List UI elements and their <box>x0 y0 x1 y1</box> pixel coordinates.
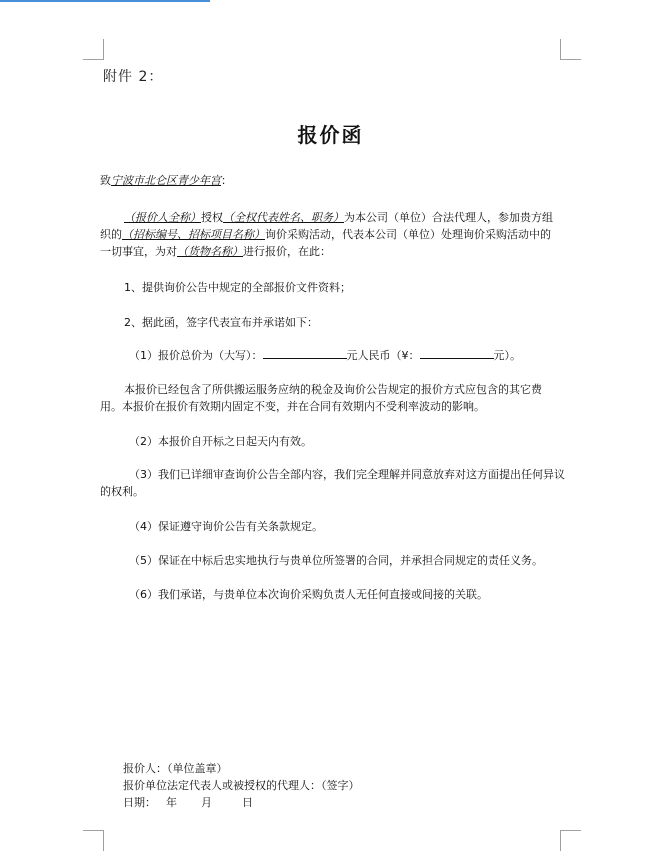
clause-4: （4）保证遵守询价公告有关条款规定。 <box>129 520 323 533</box>
intro-line2-lead: 织的 <box>100 228 122 241</box>
attachment-label: 附件 2： <box>103 69 164 85</box>
intro-line-3 <box>100 243 331 259</box>
price-figure-blank <box>420 347 494 359</box>
intro-line1-tail: 为本公司（单位）合法代理人，参加贵方组 <box>344 211 553 224</box>
clause-5: （5）保证在中标后忠实地执行与贵单位所签署的合同，并承担合同规定的责任义务。 <box>129 554 543 567</box>
intro-line2-tail: 询价采购活动，代表本公司（单位）处理询价采购活动中的 <box>265 228 551 241</box>
intro-line3-lead: 一切事宜，为对 <box>100 245 177 258</box>
price-words-blank <box>263 347 347 359</box>
item-1: 1、提供询价公告中规定的全部报价文件资料； <box>124 281 351 294</box>
intro-line-1 <box>100 209 553 225</box>
intro-line-2 <box>100 226 551 242</box>
top-accent-strip <box>0 0 210 2</box>
date-year: 年 <box>166 796 177 809</box>
salutation-suffix: ： <box>221 174 232 187</box>
margin-corner-top-left <box>83 39 104 60</box>
margin-corner-top-right <box>560 39 581 60</box>
clause-6: （6）我们承诺，与贵单位本次询价采购负责人无任何直接或间接的关联。 <box>129 588 488 601</box>
item-2: 2、据此函，签字代表宣布并承诺如下： <box>124 316 318 329</box>
price-note-line-1: 本报价已经包含了所供搬运服务应纳的税金及询价公告规定的报价方式应包含的其它费 <box>124 383 542 396</box>
date-day: 日 <box>242 796 253 809</box>
recipient-name: 宁波市北仑区青少年宫 <box>111 174 221 187</box>
salutation-prefix: 致 <box>100 174 111 187</box>
salutation <box>100 172 232 188</box>
date-month: 月 <box>201 796 212 809</box>
project-no-name: （招标编号、招标项目名称） <box>122 228 265 241</box>
clause-3-line-2: 的权利。 <box>100 485 144 498</box>
authorize-text: 授权 <box>201 211 223 224</box>
margin-corner-bottom-left <box>83 830 104 851</box>
date-label: 日期： <box>123 796 156 809</box>
bidder-full-name: （报价人全称） <box>124 211 201 224</box>
price-mid: 元人民币（¥： <box>346 349 420 362</box>
signature-bidder: 报价人：（单位盖章） <box>123 762 228 775</box>
clause-2: （2）本报价自开标之日起天内有效。 <box>129 435 312 448</box>
price-note-line-2: 用。本报价在报价有效期内固定不变，并在合同有效期内不受利率波动的影响。 <box>100 400 485 413</box>
goods-name: （货物名称） <box>177 245 243 258</box>
rep-name-title: （全权代表姓名、职务） <box>223 211 344 224</box>
price-lead: （1）报价总价为（大写）： <box>129 349 263 362</box>
intro-line3-tail: 进行报价，在此： <box>243 245 331 258</box>
margin-corner-bottom-right <box>560 830 581 851</box>
price-tail: 元）。 <box>493 349 521 362</box>
page-title: 报价函 <box>297 123 364 147</box>
signature-date <box>123 794 253 810</box>
signature-representative: 报价单位法定代表人或被授权的代理人：（签字） <box>123 779 360 792</box>
clause-3-line-1: （3）我们已详细审查询价公告全部内容，我们完全理解并同意放弃对这方面提出任何异议 <box>129 468 565 481</box>
price-line <box>129 347 521 363</box>
